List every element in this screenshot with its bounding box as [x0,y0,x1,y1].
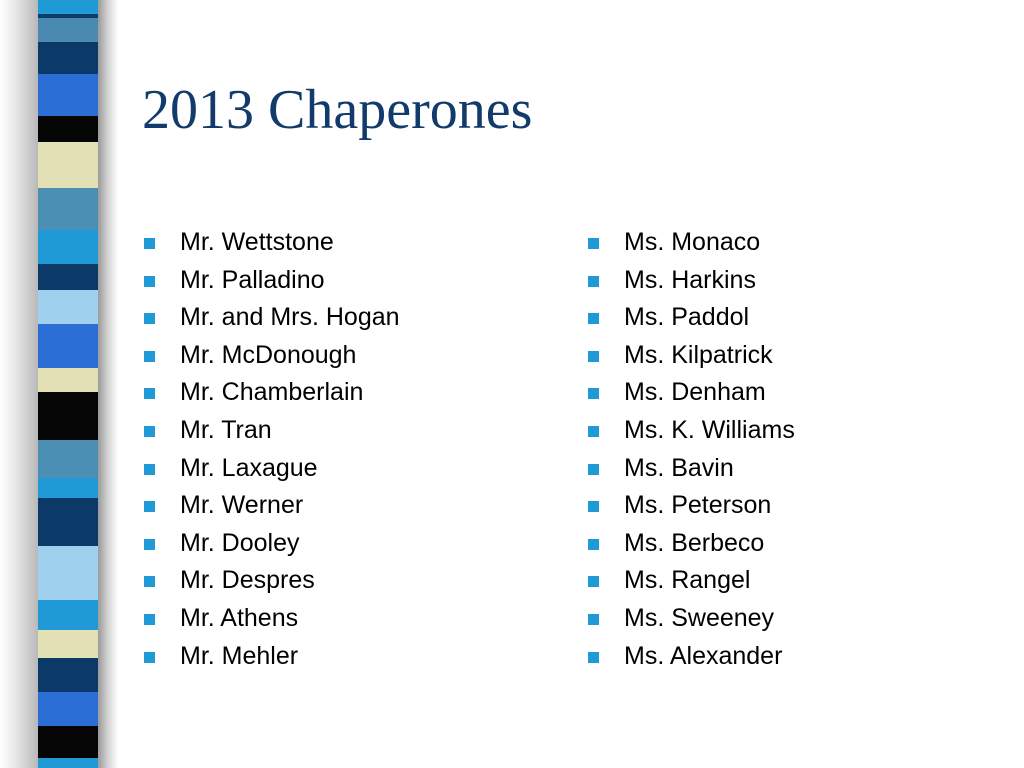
square-bullet-icon [144,501,155,512]
square-bullet-icon [144,313,155,324]
square-bullet-icon [588,426,599,437]
list-item-label: Mr. and Mrs. Hogan [180,303,400,332]
list-item-label: Mr. Despres [180,566,315,595]
list-item-label: Ms. Monaco [624,228,761,256]
stripe-bar-shadow [98,0,118,768]
square-bullet-icon [144,388,155,399]
list-item-label: Mr. Werner [180,491,304,520]
list-item [144,562,400,600]
list-item-label: Ms. Rangel [624,566,751,595]
list-item [588,450,795,488]
list-item [588,562,795,600]
square-bullet-icon [144,464,155,475]
square-bullet-icon [588,388,599,399]
square-bullet-icon [588,539,599,550]
square-bullet-icon [144,614,155,625]
square-bullet-icon [588,576,599,587]
square-bullet-icon [588,351,599,362]
list-item [588,638,795,676]
list-item [144,638,400,676]
list-item-label: Ms. Berbeco [624,528,765,557]
list-item [588,600,795,638]
list-item [588,374,795,412]
list-item-label: Ms. Peterson [624,491,772,520]
stripe-bar-left-shade [0,0,38,768]
right-name-list [588,224,795,675]
list-item-label: Ms. Bavin [624,453,734,482]
list-item-label: Ms. Harkins [624,265,756,294]
square-bullet-icon [588,501,599,512]
list-item [588,224,795,262]
list-item-label: Mr. McDonough [180,340,357,369]
list-item-label: Ms. Kilpatrick [624,340,773,369]
decorative-stripe-bar [0,0,118,768]
list-item [144,299,400,337]
square-bullet-icon [144,652,155,663]
square-bullet-icon [144,426,155,437]
square-bullet-icon [144,351,155,362]
list-item-label: Ms. Denham [624,378,766,407]
list-item [588,262,795,300]
list-item-label: Mr. Chamberlain [180,378,364,407]
list-item [144,525,400,563]
list-item [144,337,400,375]
square-bullet-icon [144,576,155,587]
square-bullet-icon [588,313,599,324]
list-item-label: Ms. Alexander [624,641,783,670]
list-item [588,487,795,525]
list-item-label: Mr. Palladino [180,265,325,294]
square-bullet-icon [588,238,599,249]
list-item [588,525,795,563]
list-item [588,337,795,375]
list-item [588,412,795,450]
list-item-label: Ms. K. Williams [624,415,795,444]
list-item [144,224,400,262]
left-name-list [144,224,400,675]
list-item [588,299,795,337]
list-item [144,600,400,638]
list-item-label: Ms. Paddol [624,303,750,332]
list-item [144,262,400,300]
square-bullet-icon [588,276,599,287]
list-item-label: Mr. Athens [180,603,299,632]
square-bullet-icon [588,614,599,625]
square-bullet-icon [144,238,155,249]
list-item-label: Mr. Wettstone [180,228,334,256]
list-item [144,487,400,525]
square-bullet-icon [144,276,155,287]
list-item [144,374,400,412]
list-item-label: Ms. Sweeney [624,603,775,632]
list-item-label: Mr. Tran [180,415,272,444]
list-item-label: Mr. Laxague [180,453,318,482]
list-item-label: Mr. Dooley [180,528,300,557]
slide-title: 2013 Chaperones [142,79,533,141]
list-item [144,412,400,450]
square-bullet-icon [588,652,599,663]
square-bullet-icon [144,539,155,550]
list-item [144,450,400,488]
square-bullet-icon [588,464,599,475]
list-item-label: Mr. Mehler [180,641,299,670]
stripe-bar-bands [38,0,98,768]
